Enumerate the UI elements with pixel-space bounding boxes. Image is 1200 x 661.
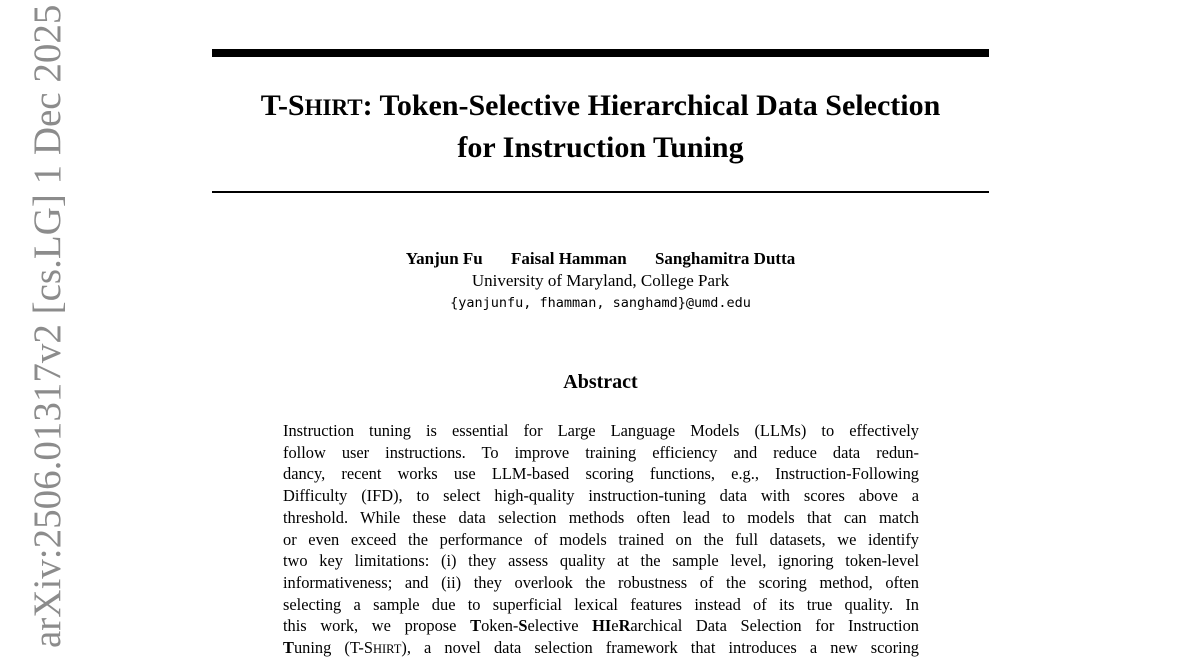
- abstract-line: this work, we propose Token-Selective HIeRarchical Data Selection for Instruction: [283, 616, 919, 636]
- arxiv-identifier-stamp: arXiv:2506.01317v2 [cs.LG] 1 Dec 2025: [26, 4, 69, 648]
- abstract-line: selecting a sample due to superficial lexical features instead of its true quality. In: [283, 594, 919, 614]
- abstract-line: two key limitations: (i) they assess quality at the sample level, ignoring token-level: [283, 551, 919, 571]
- abstract-line: dancy, recent works use LLM-based scoring functions, e.g., Instruction-Following: [283, 464, 919, 484]
- author-list: [212, 248, 989, 270]
- paper-title: [212, 86, 989, 168]
- abstract-text: [283, 420, 919, 661]
- title-line-2: for Instruction Tuning: [457, 131, 744, 164]
- author-name: Sanghamitra Dutta: [654, 249, 796, 268]
- abstract-line: or even exceed the performance of models trained on the full datasets, we identify: [283, 529, 919, 549]
- abstract-line: threshold. While these data selection methods often lead to models that can match: [283, 507, 919, 527]
- author-affiliation: University of Maryland, College Park: [471, 271, 730, 290]
- title-bottom-rule: [212, 191, 989, 193]
- title-line-1: T-SHIRT: Token-Selective Hierarchical Data Selection: [260, 89, 941, 122]
- abstract-line: Tuning (T-SHIRT), a novel data selection framework that introduces a new scoring: [283, 638, 919, 658]
- author-email: {yanjunfu, fhamman, sanghamd}@umd.edu: [450, 295, 751, 311]
- abstract-line: follow user instructions. To improve training efficiency and reduce data redun-: [283, 442, 919, 462]
- author-name: Yanjun Fu: [405, 249, 483, 268]
- abstract-line: Instruction tuning is essential for Large Language Models (LLMs) to effectively: [283, 421, 919, 440]
- author-name: Faisal Hamman: [511, 249, 627, 268]
- title-top-rule: [212, 49, 989, 57]
- abstract-heading: Abstract: [563, 371, 638, 393]
- abstract-line: informativeness; and (ii) they overlook the robustness of the scoring method, often: [283, 572, 919, 592]
- abstract-line: Difficulty (IFD), to select high-quality instruction-tuning data with scores above a: [283, 486, 919, 506]
